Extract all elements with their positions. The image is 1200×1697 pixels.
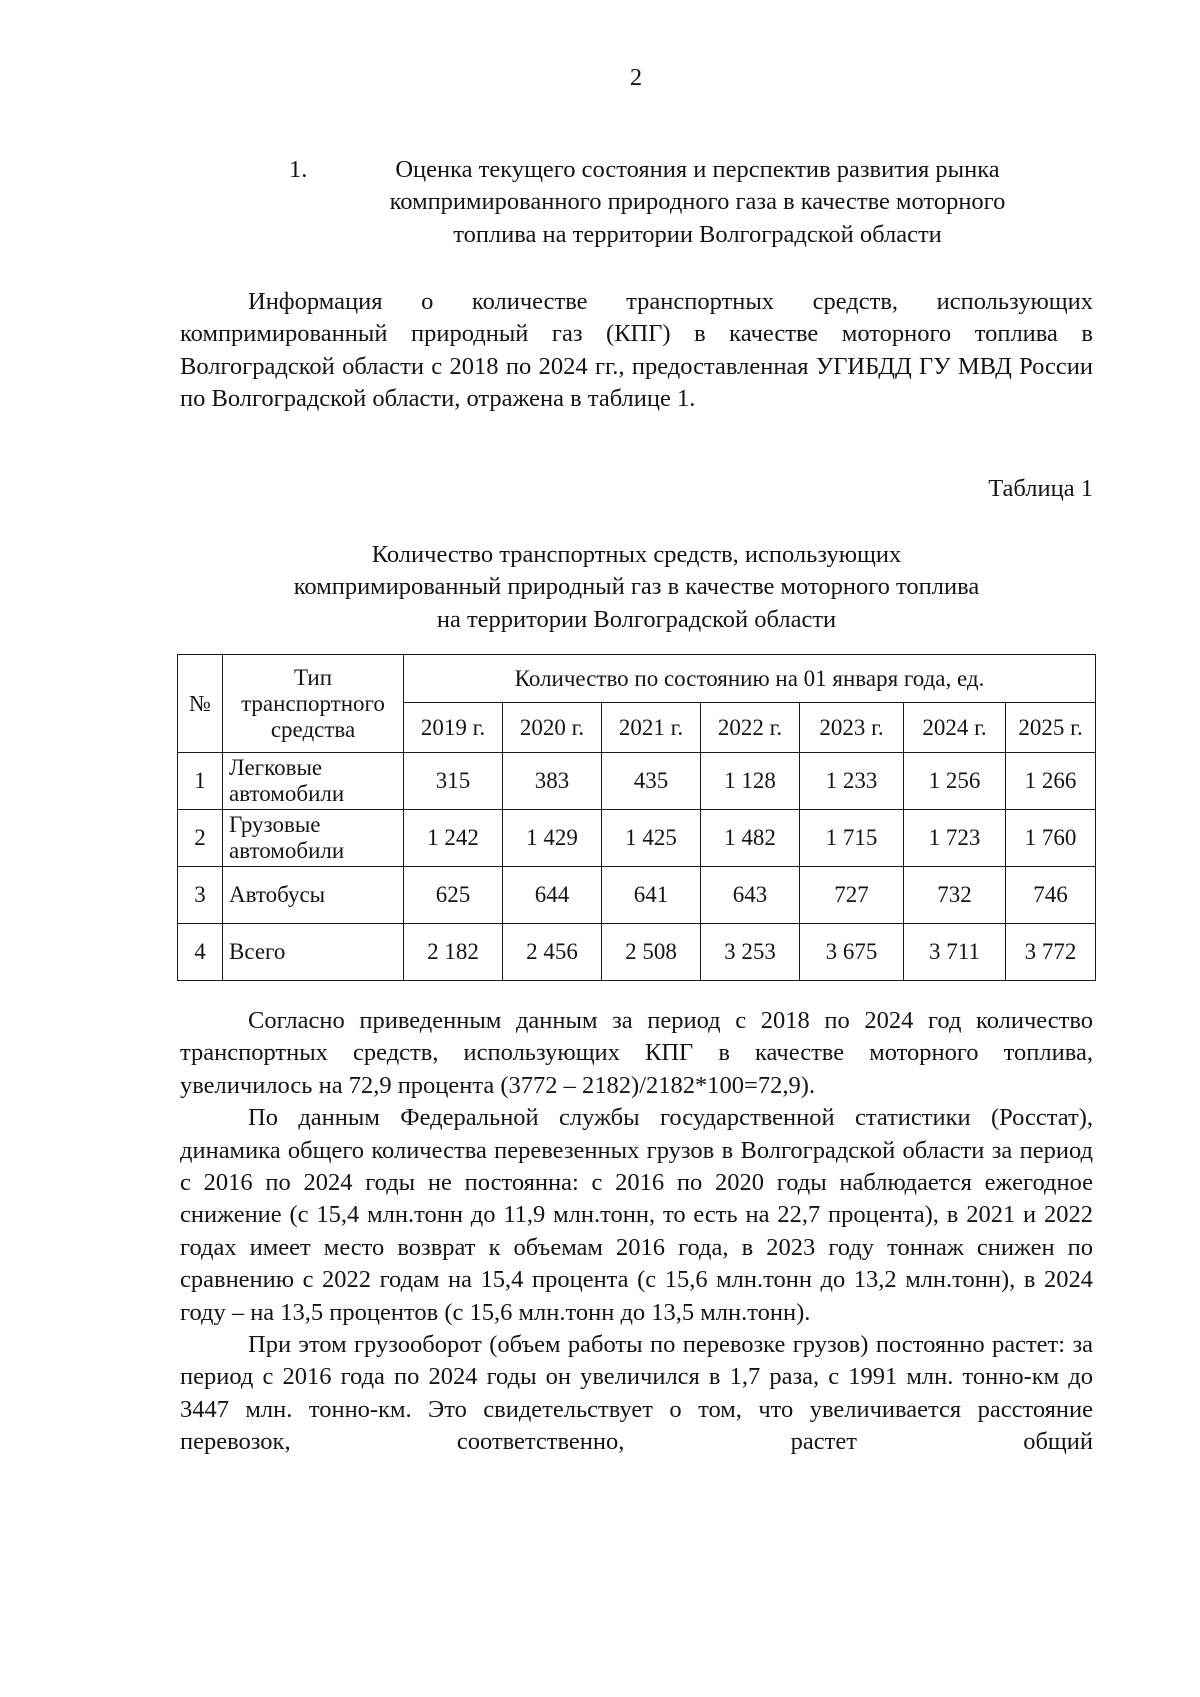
table-cell: 3 253 xyxy=(701,924,800,981)
section-heading-line: топлива на территории Волгоградской области xyxy=(453,220,942,248)
header-year: 2020 г. xyxy=(503,703,602,753)
table-cell: 1 715 xyxy=(800,810,904,867)
body-paragraph: По данным Федеральной службы государственной статистики (Росстат), динамика общего количества перевезенных грузов в Волгоградской области за период с 2016 по 2024 годы не постоянна: с 2016 по 2020 годы наблюдается ежегодное снижение (с 15,4 млн.тонн до 11,9 млн.тонн, то есть на 22,7 процента), в 2021 и 2022 годах имеет место возврат к объемам 2016 года, в 2023 году тоннаж снижен по сравнению с 2022 годам на 15,4 процента (с 15,6 млн.тонн до 13,2 млн.тонн), в 2024 году – на 13,5 процентов (с 15,6 млн.тонн до 13,5 млн.тонн). xyxy=(180,1104,1093,1326)
table-cell: 1 128 xyxy=(701,753,800,810)
table-cell: 2 456 xyxy=(503,924,602,981)
header-year: 2022 г. xyxy=(701,703,800,753)
table-title-line: на территории Волгоградской области xyxy=(436,605,837,633)
row-number: 3 xyxy=(178,867,223,924)
table-cell: 2 182 xyxy=(404,924,503,981)
section-number: 1. xyxy=(289,156,308,183)
header-number: № xyxy=(178,655,223,753)
row-vehicle-type: Легковые автомобили xyxy=(223,753,404,810)
row-vehicle-type: Автобусы xyxy=(223,867,404,924)
table-title-line: Количество транспортных средств, использующих xyxy=(371,541,902,568)
row-number: 1 xyxy=(178,753,223,810)
table-row xyxy=(178,924,1096,981)
table-row xyxy=(178,753,1096,810)
section-heading xyxy=(270,154,1065,251)
table-cell: 1 256 xyxy=(904,753,1006,810)
table-cell: 1 425 xyxy=(602,810,701,867)
row-number: 4 xyxy=(178,924,223,981)
table-cell: 1 429 xyxy=(503,810,602,867)
table-cell: 1 723 xyxy=(904,810,1006,867)
table-cell: 732 xyxy=(904,867,1006,924)
table-cell: 1 242 xyxy=(404,810,503,867)
table-cell: 1 482 xyxy=(701,810,800,867)
header-quantity-group: Количество по состоянию на 01 января года, ед. xyxy=(404,655,1096,703)
table-title xyxy=(180,539,1093,636)
header-year: 2019 г. xyxy=(404,703,503,753)
intro-paragraph xyxy=(180,286,1093,416)
page-number: 2 xyxy=(629,64,643,91)
table-label: Таблица 1 xyxy=(988,475,1093,502)
table-row xyxy=(178,810,1096,867)
table-row xyxy=(178,867,1096,924)
body-paragraph: Согласно приведенным данным за период с 2018 по 2024 год количество транспортных средств, использующих КПГ в качестве моторного топлива, увеличилось на 72,9 процента (3772 – 2182)/2182*100=72,9). xyxy=(180,1007,1093,1099)
header-year: 2025 г. xyxy=(1006,703,1096,753)
table-cell: 435 xyxy=(602,753,701,810)
row-vehicle-type: Всего xyxy=(223,924,404,981)
body-text xyxy=(180,1005,1093,1459)
table-cell: 3 675 xyxy=(800,924,904,981)
section-heading-line: компримированного природного газа в качестве моторного xyxy=(389,188,1006,216)
table-cell: 3 711 xyxy=(904,924,1006,981)
row-number: 2 xyxy=(178,810,223,867)
table-cell: 625 xyxy=(404,867,503,924)
header-year: 2023 г. xyxy=(800,703,904,753)
body-paragraph: При этом грузооборот (объем работы по перевозке грузов) постоянно растет: за период с 2016 года по 2024 годы он увеличился в 1,7 раза, с 1991 млн. тонно-км до 3447 млн. тонно-км. Это свидетельствует о том, что увеличивается расстояние перевозок, соответственно, растет общий xyxy=(180,1331,1093,1456)
table-cell: 644 xyxy=(503,867,602,924)
row-vehicle-type: Грузовые автомобили xyxy=(223,810,404,867)
intro-paragraph-text: Информация о количестве транспортных средств, использующих компримированный природный газ (КПГ) в качестве моторного топлива в Волгоградской области с 2018 по 2024 гг., предоставленная УГИБДД ГУ МВД России по Волгоградской области, отражена в таблице 1. xyxy=(180,288,1093,413)
table-cell: 383 xyxy=(503,753,602,810)
section-heading-line: Оценка текущего состояния и перспектив развития рынка xyxy=(395,156,1000,183)
table-cell: 1 266 xyxy=(1006,753,1096,810)
table-cell: 727 xyxy=(800,867,904,924)
table-cell: 746 xyxy=(1006,867,1096,924)
header-vehicle-type: Тип транспортного средства xyxy=(223,655,404,753)
table-cell: 2 508 xyxy=(602,924,701,981)
table-cell: 1 233 xyxy=(800,753,904,810)
table-cell: 315 xyxy=(404,753,503,810)
vehicles-table xyxy=(177,654,1096,981)
header-year: 2024 г. xyxy=(904,703,1006,753)
table-cell: 1 760 xyxy=(1006,810,1096,867)
table-cell: 643 xyxy=(701,867,800,924)
table-cell: 641 xyxy=(602,867,701,924)
header-year: 2021 г. xyxy=(602,703,701,753)
table-cell: 3 772 xyxy=(1006,924,1096,981)
table-title-line: компримированный природный газ в качестве моторного топлива xyxy=(293,573,980,601)
